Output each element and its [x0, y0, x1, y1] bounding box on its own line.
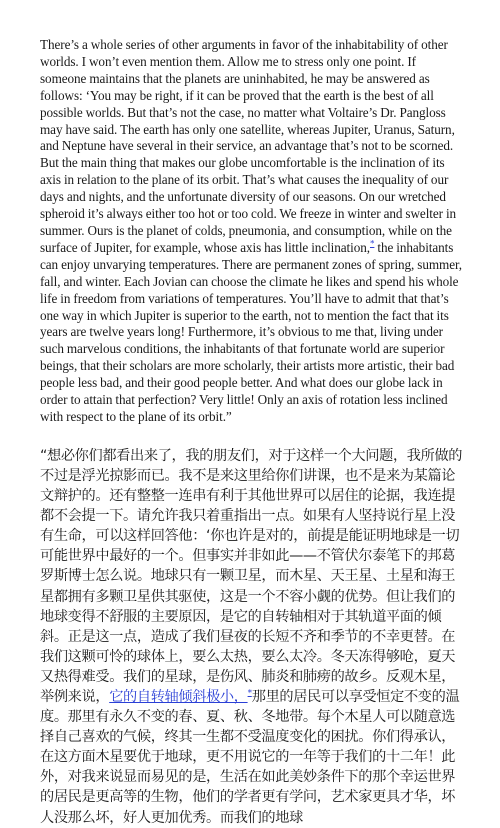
- english-footnote-link[interactable]: *: [369, 238, 375, 249]
- english-text-after-footnote: the inhabitants can enjoy unvarying temperatures. There are permanent zones of spring, summer, fall, and winter. Each Jovian can choose the climate he likes and spend his whole life in freedom from variations of temperatures. You’ll have to admit that that’s one way in which Jupiter is superior to the earth, not to mention the fact that its years are twelve years long! Furthermore, it’s obvious to me that, living under such marvelous conditions, the inhabitants of that fortunate world are superior beings, that their scholars are more scholarly, their artists more artistic, their bad people less bad, and their good people better. And what does our globe lack in order to attain that perfection? Very little! Only an axis of rotation less inclined with respect to the plane of its orbit.”: [40, 239, 462, 424]
- chinese-axis-inclination-link[interactable]: 它的自转轴倾斜极小，: [109, 688, 248, 705]
- english-paragraph: [40, 37, 463, 426]
- english-text-before-footnote: There’s a whole series of other arguments in favor of the inhabitability of other worlds. I won’t even mention them. Allow me to stress only one point. If someone maintains that the planets are uninhabited, he may be answered as follows: ‘You may be right, if it can be proved that the earth is the best of all possible worlds. But that’s not the case, no matter what Voltaire’s Dr. Pangloss may have said. The earth has only one satellite, whereas Jupiter, Uranus, Saturn, and Neptune have several in their service, an advantage that’s not to be scorned. But the main thing that makes our globe uncomfortable is the inclination of its axis in relation to the plane of its orbit. That’s what causes the inequality of our days and nights, and the unfortunate diversity of our seasons. On our wretched spheroid it’s always either too hot or too cold. We freeze in winter and swelter in summer. Ours is the planet of colds, pneumonia, and consumption, while on the surface of Jupiter, for example, whose axis has little inclination,: [40, 37, 457, 255]
- chinese-text-after-link: 那里的居民可以享受恒定不变的温度。那里有永久不变的春、夏、秋、冬地带。每个木星人可以随意选择自己喜欢的气候，终其一生都不受温度变化的困扰。你们得承认，在这方面木星要优于地球，更不用说它的一年等于我们的十二年！此外，对我来说显而易见的是，生活在如此美妙条件下的那个幸运世界的居民是更高等的生物，他们的学者更有学问，艺术家更具才华，坏人没那么坏，好人更加优秀。而我们的地球: [40, 688, 460, 826]
- chinese-text-before-link: “想必你们都看出来了，我的朋友们，对于这样一个大问题，我所做的不过是浮光掠影而已。我不是来这里给你们讲课，也不是来为某篇论文辩护的。还有整整一连串有利于其他世界可以居住的论据，我连提都不会提一下。请允许我只着重指出一点。如果有人坚持说行星上没有生命，可以这样回答他：‘你也许是对的，前提是能证明地球是一切可能世界中最好的一个。但事实并非如此——不管伏尔泰笔下的邦葛罗斯博士怎么说。地球只有一颗卫星，而木星、天王星、土星和海王星都拥有多颗卫星供其驱使，这是一个不容小觑的优势。但让我们的地球变得不舒服的主要原因，是它的自转轴相对于其轨道平面的倾斜。正是这一点，造成了我们昼夜的长短不齐和季节的不幸更替。在我们这颗可怜的球体上，要么太热，要么太冷。冬天冻得够呛，夏天又热得难受。我们的星球，是伤风、肺炎和肺痨的故乡。反观木星，举例来说，: [40, 447, 463, 705]
- chinese-footnote-link[interactable]: *: [247, 688, 252, 699]
- chinese-paragraph: [40, 446, 463, 828]
